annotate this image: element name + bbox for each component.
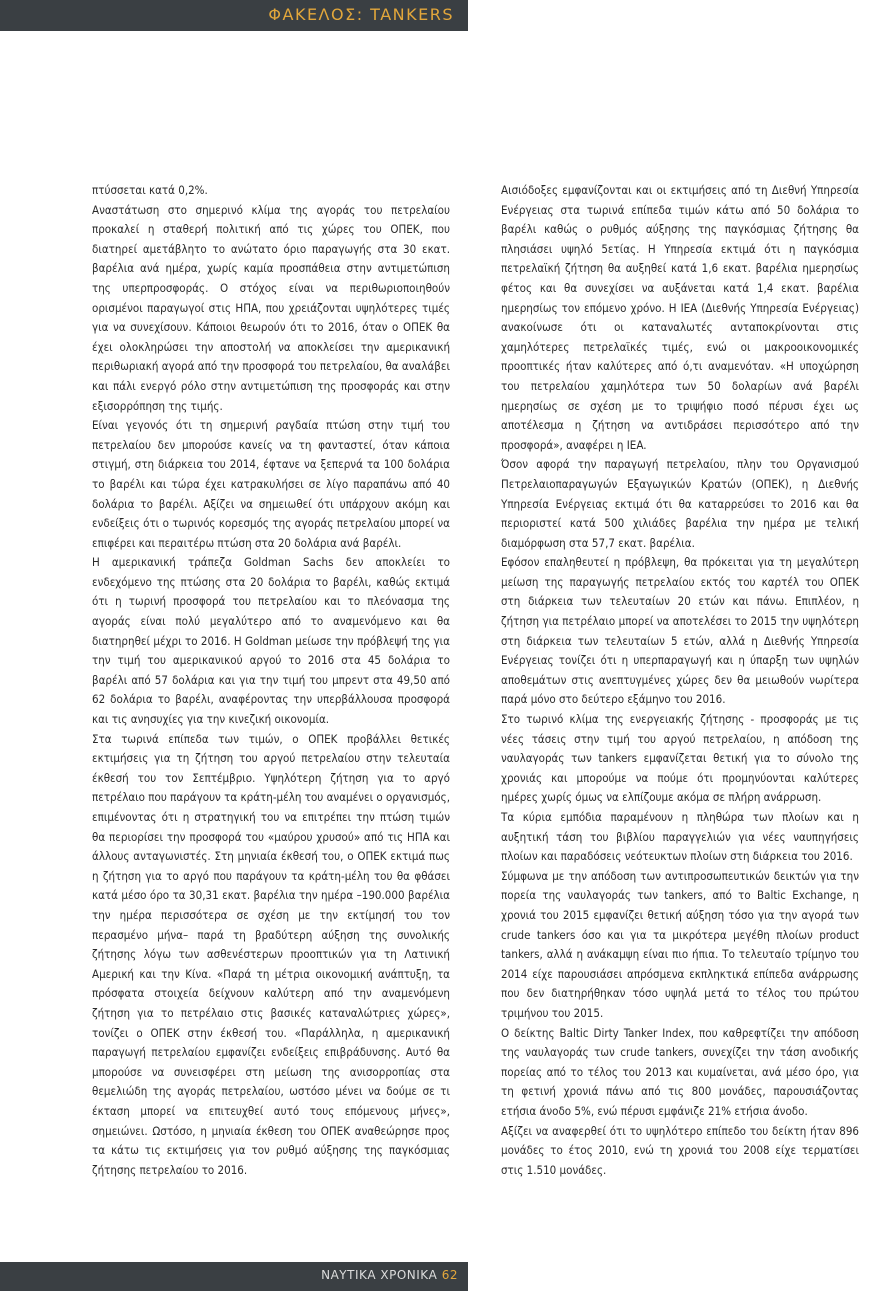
paragraph: Αισιόδοξες εμφανίζονται και οι εκτιμήσεις από τη Διεθνή Υπηρεσία Ενέργειας στα τωρινά επίπεδα τιμών κάτω από 50 δολάρια το βαρέλι καθώς ο ρυθμός αύξησης της παγκόσμιας ζήτησης θα πλησιάσει υψηλό 5ετίας. Η Υπηρεσία εκτιμά ότι η παγκόσμια πετρελαϊκή ζήτηση θα αυξηθεί κατά 1,6 εκατ. βαρέλια ημερησίως φέτος και θα συνεχίσει να αυξάνεται κατά 1,4 εκατ. βαρέλια ημερησίως τον επόμενο χρόνο. Η IEA (Διεθνής Υπηρεσία Ενέργειας) ανακοίνωσε ότι οι καταναλωτές ανταποκρίνονται στις χαμηλότερες πετρελαϊκές τιμές, ενώ οι μακροοικονομικές προοπτικές ήταν καλύτερες από ό,τι αναμενόταν. «Η υποχώρηση του πετρελαίου χαμηλότερα των 50 δολαρίων ανά βαρέλι ημερησίως σε σχέση με το τριψήφιο ποσό πέρυσι έχει ως αποτέλεσμα η ζήτηση να αντιδράσει περισσότερο από την προσφορά», αναφέρει η IEA.: [501, 183, 859, 452]
paragraph: Στα τωρινά επίπεδα των τιμών, ο ΟΠΕΚ προβάλλει θετικές εκτιμήσεις για τη ζήτηση του αργού πετρελαίου στην τελευταία έκθεσή του τον Σεπτέμβριο. Υψηλότερη ζήτηση για το αργό πετρέλαιο που παράγουν τα κράτη-μέλη του αναμένει ο οργανισμός, επιμένοντας ότι η στρατηγική του να επιτρέπει την πτώση τιμών θα περιορίσει την προσφορά του «μαύρου χρυσού» από τις ΗΠΑ και άλλους ανταγωνιστές. Στη μηνιαία έκθεσή του, ο ΟΠΕΚ εκτιμά πως η ζήτηση για το αργό που παράγουν τα κράτη-μέλη του θα φθάσει κατά μέσο όρο τα 30,31 εκατ. βαρέλια την ημέρα –190.000 βαρέλια την ημέρα περισσότερα σε σχέση με την εκτίμησή του τον περασμένο μήνα– παρά τη βραδύτερη αύξηση της συνολικής ζήτησης λόγω των ασθενέστερων προοπτικών για τη Λατινική Αμερική και την Κίνα. «Παρά τη μέτρια οικονομική ανάπτυξη, τα πρόσφατα στοιχεία δείχνουν καλύτερη από την αναμενόμενη ζήτηση για το πετρέλαιο στις βασικές καταναλώτριες χώρες», τονίζει ο ΟΠΕΚ στην έκθεσή του. «Παράλληλα, η αμερικανική παραγωγή πετρελαίου εμφανίζει ενδείξεις επιβράδυνσης. Αυτό θα μπορούσε να συνεισφέρει στη μείωση της ανισορροπίας στα θεμελιώδη της αγοράς πετρελαίου, ωστόσο μένει να δούμε σε τι έκταση μπορεί να επιτευχθεί αυτό τους επόμενους μήνες», σημειώνει. Ωστόσο, η μηνιαία έκθεση του ΟΠΕΚ αναθεώρησε προς τα κάτω τις εκτιμήσεις για τον ρυθμό αύξησης της παγκόσμιας ζήτησης πετρελαίου το 2016.: [92, 731, 450, 1177]
paragraph: Τα κύρια εμπόδια παραμένουν η πληθώρα των πλοίων και η αυξητική τάση του βιβλίου παραγγελιών για νέες ναυπηγήσεις πλοίων και παραδόσεις νεότευκτων πλοίων στη διάρκεια του 2016.: [501, 810, 859, 864]
paragraph: Η αμερικανική τράπεζα Goldman Sachs δεν αποκλείει το ενδεχόμενο της πτώσης στα 20 δολάρια το βαρέλι, καθώς εκτιμά ότι η τωρινή προσφορά του πετρελαίου και το πλεόνασμα της αγοράς είναι πολύ μεγαλύτερο από το αναμενόμενο και θα διατηρηθεί μέχρι το 2016. Η Goldman μείωσε την πρόβλεψή της για την τιμή του αμερικανικού αργού το 2016 στα 45 δολάρια το βαρέλι από 57 δολάρια και για την τιμή του μπρεντ στα 49,50 από 62 δολάρια το βαρέλι, αναφέροντας την υπερβάλλουσα προσφορά και τις ανησυχίες για την κινεζική οικονομία.: [92, 555, 450, 727]
paragraph: Εφόσον επαληθευτεί η πρόβλεψη, θα πρόκειται για τη μεγαλύτερη μείωση της παραγωγής πετρελαίου εκτός του καρτέλ του ΟΠΕΚ στη διάρκεια των τελευταίων 20 ετών και πάνω. Επιπλέον, η ζήτηση για πετρέλαιο μπορεί να αποτελέσει το 2015 την υψηλότερη στη διάρκεια των τελευταίων 5 ετών, αλλά η Διεθνής Υπηρεσία Ενέργειας τονίζει ότι η υπερπαραγωγή και η ύπαρξη των υψηλών αποθεμάτων στις ανεπτυγμένες χώρες δεν θα μειωθούν νωρίτερα παρά μόνο στο δεύτερο εξάμηνο του 2016.: [501, 555, 859, 707]
section-header-bar: [0, 0, 468, 31]
footer-bar: [0, 1262, 468, 1291]
footer: [321, 1268, 458, 1282]
paragraph: Αξίζει να αναφερθεί ότι το υψηλότερο επίπεδο του δείκτη ήταν 896 μονάδες το έτος 2010, ενώ τη χρονιά του 2008 είχε τερματίσει στις 1.510 μονάδες.: [501, 1123, 859, 1177]
paragraph: Είναι γεγονός ότι τη σημερινή ραγδαία πτώση στην τιμή του πετρελαίου δεν μπορούσε κανείς να τη φανταστεί, όταν κάποια στιγμή, στη διάρκεια του 2014, έφτανε να ξεπερνά τα 100 δολάρια το βαρέλι και τώρα έχει κατρακυλήσει σε λίγο παραπάνω από 40 δολάρια το βαρέλι. Αξίζει να σημειωθεί ότι υπάρχουν ακόμη και ενδείξεις ότι ο τωρινός κορεσμός της αγοράς πετρελαίου μπορεί να επιφέρει και περαιτέρω πτώση στα 20 δολάρια ανά βαρέλι.: [92, 418, 450, 550]
left-column: [92, 181, 450, 1180]
paragraph: Σύμφωνα με την απόδοση των αντιπροσωπευτικών δεικτών για την πορεία της ναυλαγοράς των tankers, από το Baltic Exchange, η χρονιά του 2015 εμφανίζει θετική αύξηση τόσο για την αγορά των crude tankers όσο και για τα μικρότερα μεγέθη πλοίων product tankers, αλλά η ανάκαμψη είναι πιο ήπια. Το τελευταίο τρίμηνο του 2014 είχε παρουσιάσει απρόσμενα εκπληκτικά επίπεδα ανάρρωσης που δεν διατηρήθηκαν τόσο υψηλά μετά το τέλος του πρώτου τριμήνου του 2015.: [501, 868, 859, 1020]
paragraph: πτύσσεται κατά 0,2%.: [92, 183, 208, 197]
magazine-name: ΝΑΥΤΙΚΑ ΧΡΟΝΙΚΑ: [321, 1268, 438, 1282]
right-column: [501, 181, 859, 1180]
paragraph: Ο δείκτης Baltic Dirty Tanker Index, που καθρεφτίζει την απόδοση της ναυλαγοράς των crude tankers, συνεχίζει την τάση ανοδικής πορείας από το τέλος του 2013 και κυμαίνεται, ανά μέσο όρο, για τη φετινή χρονιά πάνω από τις 800 μονάδες, παρουσιάζοντας ετήσια άνοδο 5%, ενώ πέρυσι εμφάνιζε 21% ετήσια άνοδο.: [501, 1025, 859, 1118]
page-number: 62: [441, 1268, 458, 1282]
paragraph: Αναστάτωση στο σημερινό κλίμα της αγοράς του πετρελαίου προκαλεί η σταθερή πολιτική από τις χώρες του ΟΠΕΚ, που διατηρεί αμετάβλητο το ανώτατο όριο παραγωγής στα 30 εκατ. βαρέλια ανά ημέρα, χωρίς καμία προσπάθεια στην αντιμετώπιση της υπερπροσφοράς. Ο στόχος είναι να περιθωριοποιηθούν ορισμένοι παραγωγοί στις ΗΠΑ, που χρειάζονται υψηλότερες τιμές για να συνεχίσουν. Κάποιοι θεωρούν ότι το 2016, όταν ο ΟΠΕΚ θα έχει ολοκληρώσει την αποστολή να αποκλείσει την αμερικανική περιθωριακή αγορά από την προσφορά του πετρελαίου, θα αναλάβει και πάλι ενεργό ρόλο στην αντιμετώπιση της προσφοράς και στην εξισορρόπηση της τιμής.: [92, 202, 450, 413]
paragraph: Στο τωρινό κλίμα της ενεργειακής ζήτησης - προσφοράς με τις νέες τάσεις στην τιμή του αργού πετρελαίου, η απόδοση της ναυλαγοράς των tankers εμφανίζεται θετική για το σύνολο της χρονιάς και μπορούμε να πούμε ότι προμηνύονται καλύτερες ημέρες χωρίς όμως να ελπίζουμε ακόμα σε πλήρη ανάρρωση.: [501, 712, 859, 805]
section-title: ΦΑΚΕΛΟΣ: TANKERS: [268, 5, 454, 24]
paragraph: Όσον αφορά την παραγωγή πετρελαίου, πλην του Οργανισμού Πετρελαιοπαραγωγών Εξαγωγικών Κρατών (ΟΠΕΚ), η Διεθνής Υπηρεσία Ενέργειας εκτιμά ότι θα καταρρεύσει το 2016 και θα περιοριστεί κατά 500 χιλιάδες βαρέλια την ημέρα με τελική διαμόρφωση στα 57,7 εκατ. βαρέλια.: [501, 457, 859, 550]
